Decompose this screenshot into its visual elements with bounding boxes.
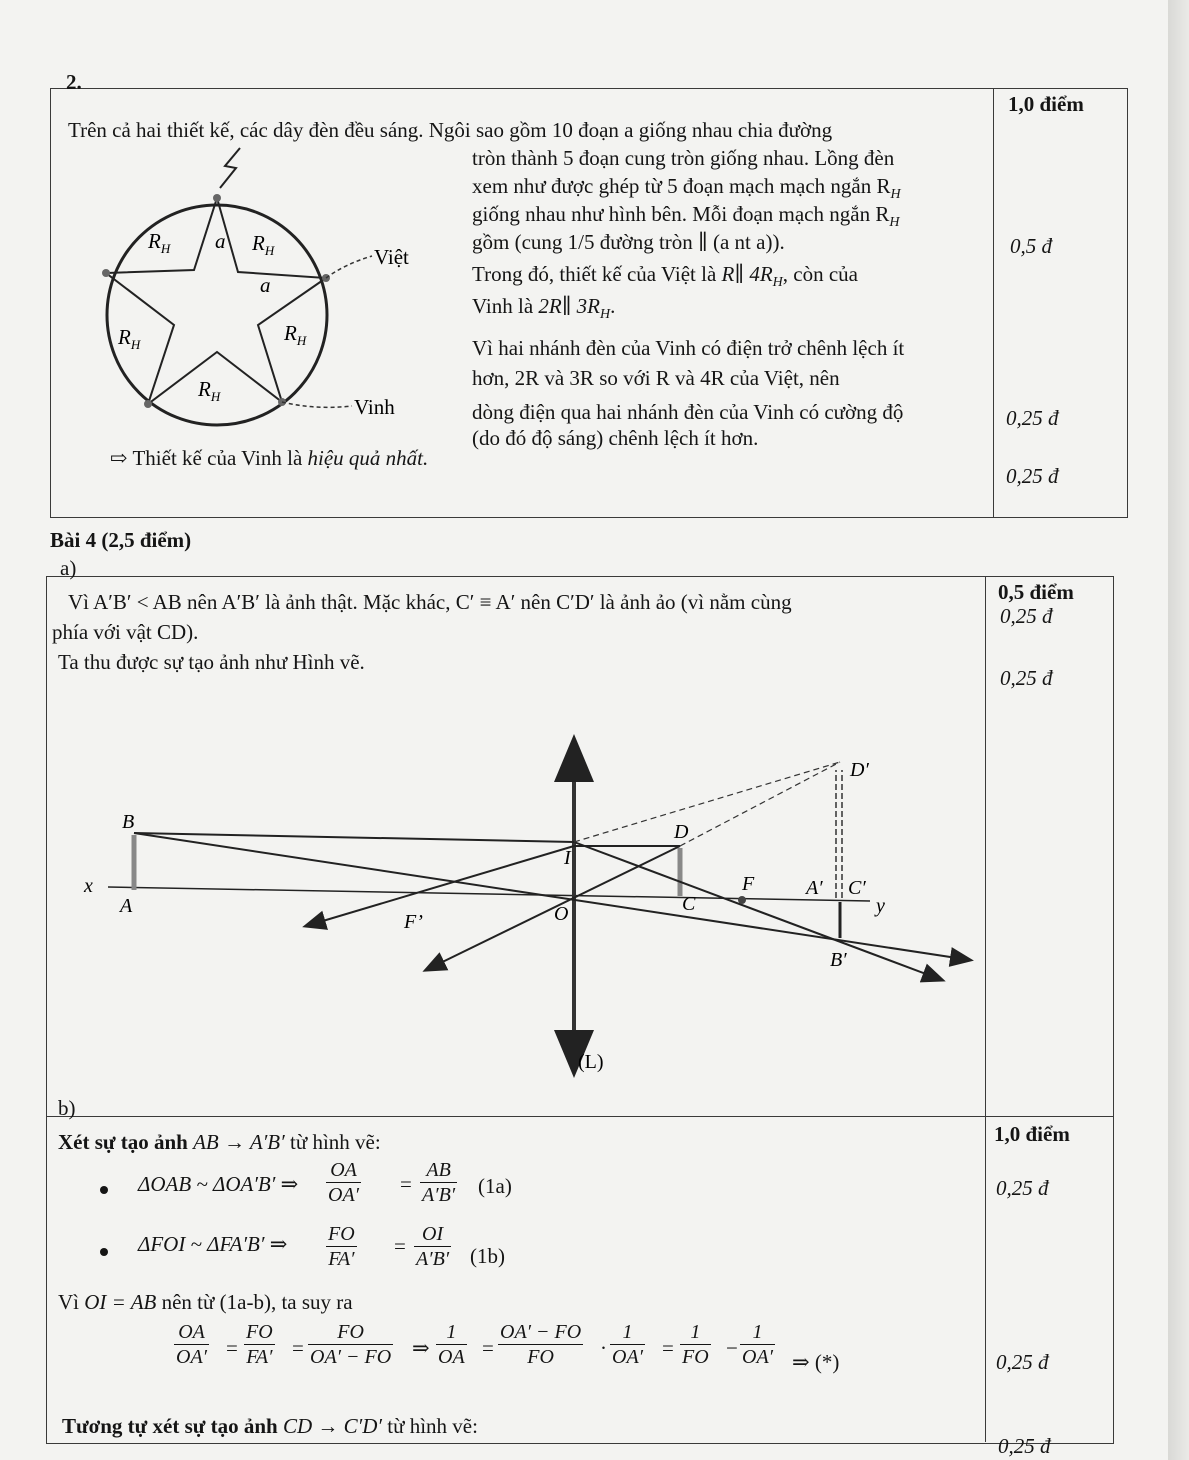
bullet [100,1248,108,1256]
eq1-lhs: ΔOAB ~ ΔOA′B′ ⇒ [138,1172,299,1196]
bullet [100,1186,108,1194]
minus: − [726,1336,738,1360]
ray-D-through-O-back [426,846,680,970]
label-C: C [682,893,696,915]
bai4-title: Bài 4 (2,5 điểm) [50,528,192,552]
section2-score-3: 0,25 đ [1006,464,1059,488]
vinh-pointer [282,402,352,407]
part-b-heading: Xét sự tạo ảnh AB → A′B′ từ hình vẽ: [58,1130,381,1154]
eq2-lhs: ΔFOI ~ ΔFA′B′ ⇒ [138,1232,288,1256]
equals: = [400,1172,412,1196]
dashed-extension [680,762,840,846]
section2-line3: xem như được ghép từ 5 đoạn mạch mạch ngắn $R_H$ [472,174,901,203]
ray-B-to-I [134,833,574,842]
eq1-frac1: $\frac{OA}{OA'}$ [328,1159,360,1206]
section2-score-1: 0,5 đ [1010,234,1052,258]
eq2-tag: (1b) [470,1244,505,1268]
fig-label-a: a [260,273,271,297]
section2-points: 1,0 điểm [1008,92,1084,116]
section2-line5: gồm (cung 1/5 đường tròn ∥ (a nt a)). [472,230,785,254]
big-frac5: $\frac{OA' - FO}{FO}$ [500,1321,582,1368]
section2-line4: giống nhau như hình bên. Mỗi đoạn mạch ngắn $R_H$ [472,202,900,231]
node-dot [102,269,110,277]
section2-line11: (do đó độ sáng) chênh lệch ít hơn. [472,426,759,450]
ray-I-through-F [574,842,942,980]
label-Ap: A′ [806,877,823,899]
node-dot [213,194,221,202]
focal-point-F [738,896,746,904]
part-b-score-3: 0,25 đ [998,1434,1051,1458]
equals: = [482,1336,494,1360]
part-a-points: 0,5 điểm [998,580,1074,604]
page-edge [1168,0,1189,1460]
section2-line2: tròn thành 5 đoạn cung tròn giống nhau. Lồng đèn [472,146,895,170]
equals: = [394,1234,406,1258]
section2-line7: Vinh là 2R∥ $3R_H$. [472,294,616,323]
label-Dp: D′ [850,759,869,781]
bai4-ab-divider [46,1116,1113,1117]
vi-line: Vì OI = AB nên từ (1a-b), ta suy ra [58,1290,353,1314]
big-frac2: $\frac{FO}{FA'}$ [246,1321,273,1368]
svg-text:RH: $R_H$ [118,325,141,352]
eq2-frac2: $\frac{OI}{A'B'}$ [416,1223,450,1270]
arrow-icon: ⇨ [110,446,128,470]
dot: · [600,1336,607,1360]
svg-text:RH: $R_H$ [198,377,221,404]
big-frac7: $\frac{1}{FO}$ [682,1321,709,1368]
part-b-score-1: 0,25 đ [996,1176,1049,1200]
section2-line10: dòng điện qua hai nhánh đèn của Vinh có cường độ [472,400,904,424]
optics-diagram [70,730,980,1110]
label-I: I [564,847,571,869]
fig-label-vinh: Vinh [354,395,395,419]
ray-lens-back-Fp [306,846,574,926]
label-y: y [876,895,885,917]
part-b-points: 1,0 điểm [994,1122,1070,1146]
section2-conclusion: ⇨ Thiết kế của Vinh là hiệu quả nhất. [110,446,429,470]
svg-text:RH: $R_H$ [252,231,275,258]
part-b-score-2: 0,25 đ [996,1350,1049,1374]
big-frac4: $\frac{1}{OA}$ [438,1321,465,1368]
svg-text:RH: $R_H$ [148,229,171,256]
eq1-tag: (1a) [478,1174,512,1198]
big-tag: ⇒ (*) [792,1350,840,1374]
lightning-mark [220,148,240,188]
section2-line9: hơn, 2R và 3R so với R và 4R của Việt, nên [472,366,840,390]
big-frac8: $\frac{1}{OA'}$ [742,1321,774,1368]
equals: = [292,1336,304,1360]
label-Cp: C′ [848,877,866,899]
fig-label-a: a [215,229,226,253]
section2-line1: Trên cả hai thiết kế, các dây đèn đều sáng. Ngôi sao gồm 10 đoạn a giống nhau chia đường [68,118,833,142]
implies: ⇒ [412,1336,430,1360]
part-a-line2: phía với vật CD). [52,620,199,644]
dashed-extension [574,762,840,842]
part-a-line1: Vì A′B′ < AB nên A′B′ là ảnh thật. Mặc khác, C′ ≡ A′ nên C′D′ là ảnh ảo (vì nằm cùng [68,590,792,614]
section2-score-divider [993,88,994,517]
svg-text:RH: $R_H$ [284,321,307,348]
big-frac1: $\frac{OA}{OA'}$ [176,1321,208,1368]
star-lantern-figure [90,140,430,440]
last-line: Tương tự xét sự tạo ảnh CD → C′D′ từ hình vẽ: [62,1414,478,1438]
label-A: A [120,895,133,917]
section2-number: 2. [66,70,82,94]
section2-line8: Vì hai nhánh đèn của Vinh có điện trở chênh lệch ít [472,336,905,360]
principal-axis [108,887,870,901]
part-a-label: a) [60,556,77,580]
bai4-score-divider [985,576,986,1442]
fig-label-viet: Việt [374,245,409,269]
big-frac6: $\frac{1}{OA'}$ [612,1321,644,1368]
label-F: F [742,873,755,895]
node-dot [144,400,152,408]
equals: = [226,1336,238,1360]
label-x: x [84,875,93,897]
section2-line6: Trong đó, thiết kế của Việt là R∥ $4R_H$, còn của [472,262,858,291]
part-a-score-1: 0,25 đ [1000,604,1053,628]
part-a-line3: Ta thu được sự tạo ảnh như Hình vẽ. [58,650,365,674]
label-B: B [122,811,135,833]
eq2-frac1: $\frac{FO}{FA'}$ [328,1223,355,1270]
label-Bp: B′ [830,949,847,971]
section2-score-2: 0,25 đ [1006,406,1059,430]
label-O: O [554,903,569,925]
big-frac3: $\frac{FO}{OA' - FO}$ [310,1321,392,1368]
part-a-score-2: 0,25 đ [1000,666,1053,690]
label-D: D [674,821,689,843]
label-Fp: F’ [404,911,423,933]
viet-pointer [326,256,372,278]
equals: = [662,1336,674,1360]
part-b-label: b) [58,1096,76,1120]
label-L: (L) [578,1051,604,1073]
eq1-frac2: $\frac{AB}{A'B'}$ [422,1159,456,1206]
